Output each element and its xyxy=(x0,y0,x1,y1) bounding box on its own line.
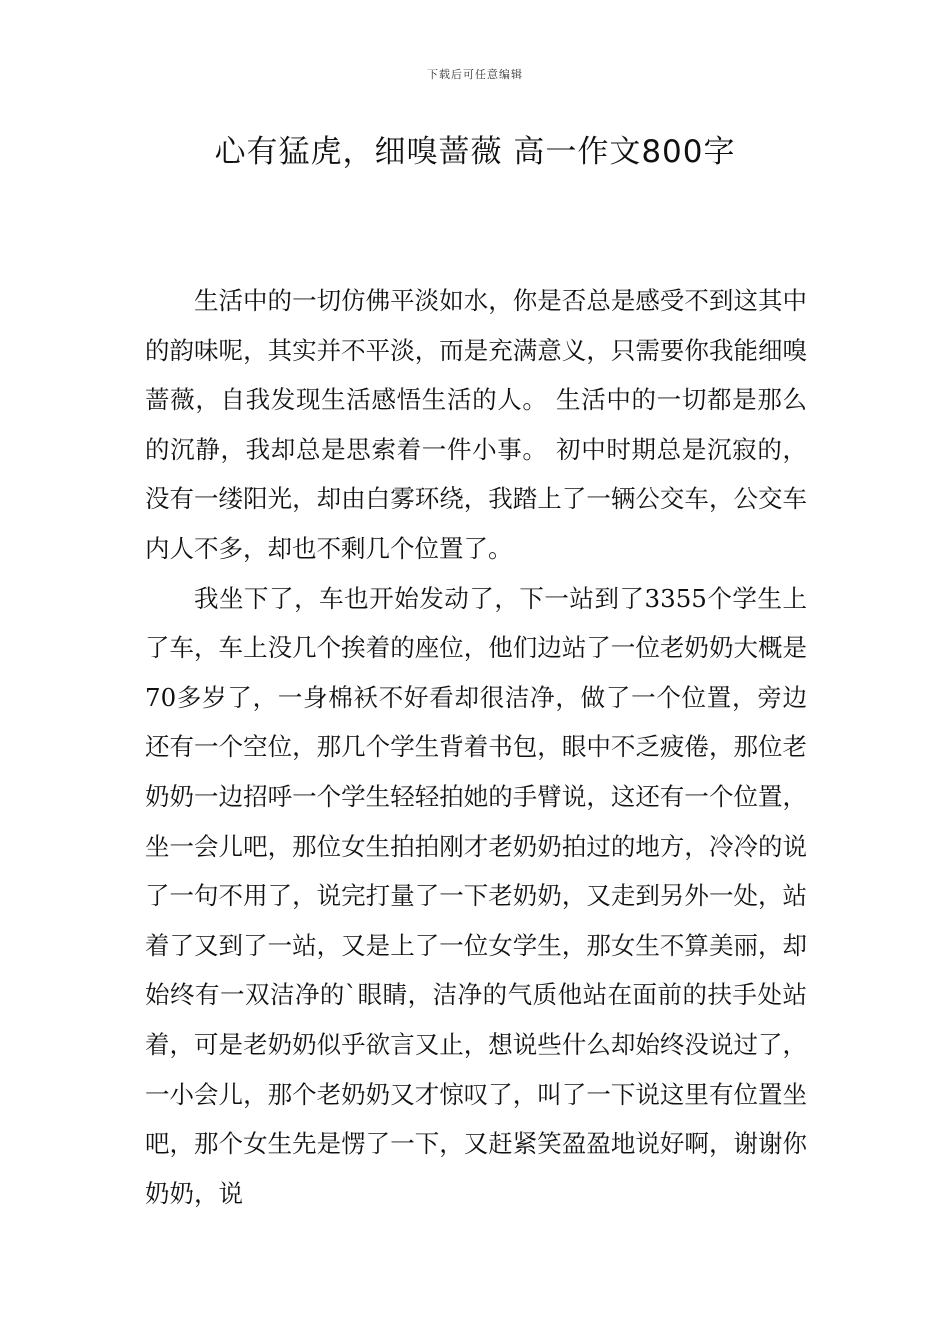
paragraph: 生活中的一切仿佛平淡如水，你是否总是感受不到这其中的韵味呢，其实并不平淡，而是充满意义，只需要你我能细嗅蔷薇，自我发现生活感悟生活的人。 生活中的一切都是那么的沉静，我却总是思索着一件小事。 初中时期总是沉寂的，没有一缕阳光，却由白雾环绕，我踏上了一辆公交车，公交车内人不多，却也不剩几个位置了。 xyxy=(145,286,807,563)
paragraph: 我坐下了，车也开始发动了，下一站到了3355个学生上了车，车上没几个挨着的座位，他们边站了一位老奶奶大概是70多岁了，一身棉袄不好看却很洁净，做了一个位置，旁边还有一个空位，那几个学生背着书包，眼中不乏疲倦，那位老奶奶一边招呼一个学生轻轻拍她的手臂说，这还有一个位置，坐一会儿吧，那位女生拍拍刚才老奶奶拍过的地方，冷冷的说了一句不用了，说完打量了一下老奶奶，又走到另外一处，站着了又到了一站，又是上了一位女学生，那女生不算美丽，却始终有一双洁净的`眼睛，洁净的气质他站在面前的扶手处站着，可是老奶奶似乎欲言又止，想说些什么却始终没说过了，一小会儿，那个老奶奶又才惊叹了，叫了一下说这里有位置坐吧，那个女生先是愣了一下，又赶紧笑盈盈地说好啊，谢谢你奶奶，说 xyxy=(145,583,807,1208)
page-title: 心有猛虎，细嗅蔷薇 高一作文800字 xyxy=(214,134,736,170)
document-body xyxy=(145,276,807,1218)
header-note: 下载后可任意编辑 xyxy=(427,68,523,81)
